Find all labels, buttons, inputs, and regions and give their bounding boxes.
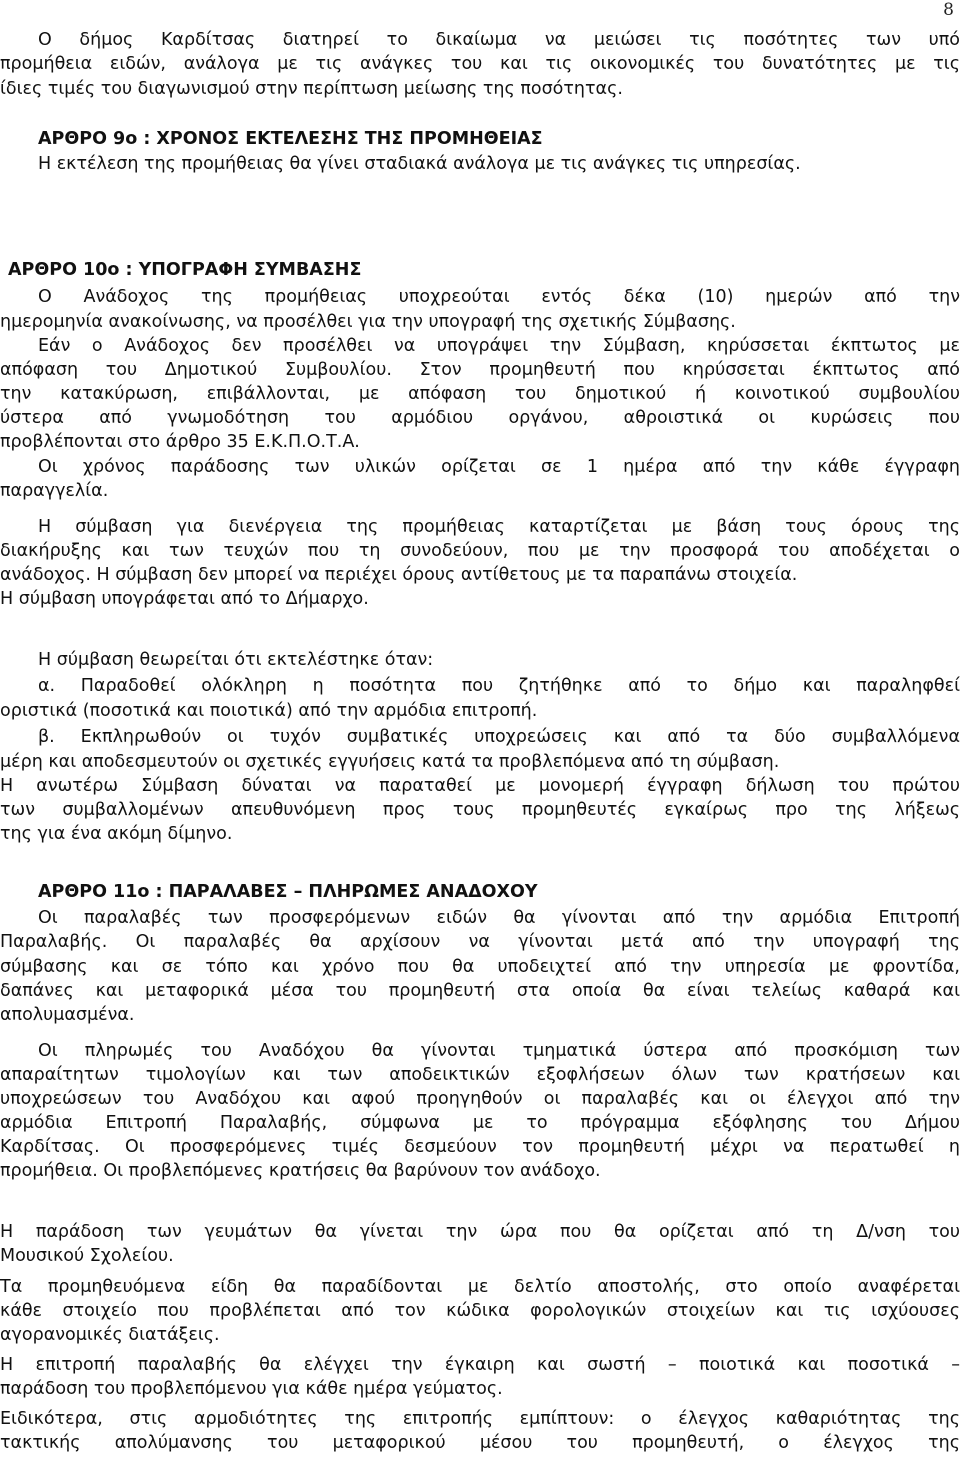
text-line: ίδιες τιμές του διαγωνισμού στην περίπτωση μείωσης της ποσότητας. [0, 79, 623, 99]
text-line: Η σύμβαση για διενέργεια της προμήθειας καταρτίζεται με βάση τους όρους της [38, 517, 960, 537]
text-line: Εάν ο Ανάδοχος δεν προσέλθει να υπογράψει την Σύμβαση, κηρύσσεται έκπτωτος με [38, 336, 960, 356]
text-line: υποχρεώσεων του Αναδόχου και αφού προηγηθούν οι παραλαβές και οι έλεγχοι από την [0, 1089, 960, 1109]
text-line: αρμόδια Επιτροπή Παραλαβής, σύμφωνα με το πρόγραμμα εξόφλησης του Δήμου [0, 1113, 960, 1133]
text-line: διακήρυξης και των τευχών που τη συνοδεύουν, που με την προσφορά του αποδέχεται ο [0, 541, 960, 561]
text-line: παραγγελία. [0, 481, 109, 501]
text-line: της για ένα ακόμη δίμηνο. [0, 824, 233, 844]
text-line: σύμβασης και σε τόπο και χρόνο που θα υποδειχτεί από την υπηρεσία με φροντίδα, [0, 957, 960, 977]
text-line: προμήθεια. Οι προβλεπόμενες κρατήσεις θα βαρύνουν τον ανάδοχο. [0, 1161, 601, 1181]
text-line: Η σύμβαση υπογράφεται από το Δήμαρχο. [0, 589, 369, 609]
text-line: α. Παραδοθεί ολόκληρη η ποσότητα που ζητήθηκε από το δήμο και παραληφθεί [38, 676, 960, 696]
text-line: τακτικής απολύμανσης του μεταφορικού μέσου του προμηθευτή, ο έλεγχος της [0, 1433, 960, 1453]
text-line: των συμβαλλομένων απευθυνόμενη προς τους προμηθευτές εγκαίρως προ της λήξεως [0, 800, 960, 820]
text-line: Παραλαβής. Οι παραλαβές θα αρχίσουν να γίνονται μετά από την υπογραφή της [0, 932, 960, 952]
text-line: παράδοση του προβλεπόμενου για κάθε ημέρα γεύματος. [0, 1379, 503, 1399]
text-line: ημερομηνία ανακοίνωσης, να προσέλθει για την υπογραφή της σχετικής Σύμβασης. [0, 312, 736, 332]
text-line: Μουσικού Σχολείου. [0, 1246, 174, 1266]
text-line: απολυμασμένα. [0, 1005, 135, 1025]
text-line: μέρη και αποδεσμευτούν οι σχετικές εγγυήσεις κατά τα προβλεπόμενα από τη σύμβαση. [0, 752, 780, 772]
text-line: Οι παραλαβές των προσφερόμενων ειδών θα γίνονται από την αρμόδια Επιτροπή [38, 908, 960, 928]
text-line: Καρδίτσας. Οι προσφερόμενες τιμές δεσμεύουν τον προμηθευτή μέχρι να περατωθεί η [0, 1137, 960, 1157]
text-line: Οι χρόνος παράδοσης των υλικών ορίζεται σε 1 ημέρα από την κάθε έγγραφη [38, 457, 960, 477]
text-line: αγορανομικές διατάξεις. [0, 1325, 220, 1345]
text-line: δαπάνες και μεταφορικά μέσα του προμηθευτή στα οποία θα είναι τελείως καθαρά και [0, 981, 960, 1001]
text-line: την κατακύρωση, επιβάλλονται, με απόφαση του δημοτικού ή κοινοτικού συμβουλίου [0, 384, 960, 404]
text-line: οριστικά (ποσοτικά και ποιοτικά) από την αρμόδια επιτροπή. [0, 701, 538, 721]
text-line: Η σύμβαση θεωρείται ότι εκτελέστηκε όταν: [38, 650, 434, 670]
article-heading: ΑΡΘΡΟ 11ο : ΠΑΡΑΛΑΒΕΣ – ΠΛΗΡΩΜΕΣ ΑΝΑΔΟΧΟΥ [38, 882, 538, 902]
text-line: Ο δήμος Καρδίτσας διατηρεί το δικαίωμα να μειώσει τις ποσότητες των υπό [38, 30, 960, 50]
text-line: κάθε στοιχείο που προβλέπεται από τον κώδικα φορολογικών στοιχείων και τις ισχύουσες [0, 1301, 960, 1321]
text-line: ανάδοχος. Η σύμβαση δεν μπορεί να περιέχει όρους αντίθετους με τα παραπάνω στοιχεία. [0, 565, 798, 585]
text-line: Οι πληρωμές του Αναδόχου θα γίνονται τμηματικά ύστερα από προσκόμιση των [38, 1041, 960, 1061]
text-line: Τα προμηθευόμενα είδη θα παραδίδονται με δελτίο αποστολής, στο οποίο αναφέρεται [0, 1277, 960, 1297]
text-line: Η παράδοση των γευμάτων θα γίνεται την ώρα που θα ορίζεται από τη Δ/νση του [0, 1222, 960, 1242]
text-line: απαραίτητων τιμολογίων και των αποδεικτικών εξοφλήσεων όλων των κρατήσεων και [0, 1065, 960, 1085]
text-line: Η επιτροπή παραλαβής θα ελέγχει την έγκαιρη και σωστή – ποιοτικά και ποσοτικά – [0, 1355, 960, 1375]
text-line: προβλέπονται στο άρθρο 35 Ε.Κ.Π.Ο.Τ.Α. [0, 432, 360, 452]
text-line: β. Εκπληρωθούν οι τυχόν συμβατικές υποχρεώσεις και από τα δύο συμβαλλόμενα [38, 727, 960, 747]
text-line: Ειδικότερα, στις αρμοδιότητες της επιτροπής εμπίπτουν: ο έλεγχος καθαριότητας της [0, 1409, 960, 1429]
text-line: ύστερα από γνωμοδότηση του αρμόδιου οργάνου, αθροιστικά οι κυρώσεις που [0, 408, 960, 428]
article-heading: ΑΡΘΡΟ 9ο : ΧΡΟΝΟΣ ΕΚΤΕΛΕΣΗΣ ΤΗΣ ΠΡΟΜΗΘΕΙΑΣ [38, 129, 543, 149]
text-line: Ο Ανάδοχος της προμήθειας υποχρεούται εντός δέκα (10) ημερών από την [38, 287, 960, 307]
article-heading: ΑΡΘΡΟ 10ο : ΥΠΟΓΡΑΦΗ ΣΥΜΒΑΣΗΣ [8, 260, 362, 280]
text-line: Η ανωτέρω Σύμβαση δύναται να παραταθεί με μονομερή έγγραφη δήλωση του πρώτου [0, 776, 960, 796]
text-line: προμήθεια ειδών, ανάλογα με τις ανάγκες του και τις οικονομικές του δυνατότητες με τις [0, 54, 960, 74]
page-number: 8 [943, 0, 954, 20]
text-line: απόφαση του Δημοτικού Συμβουλίου. Στον προμηθευτή που κηρύσσεται έκπτωτος από [0, 360, 960, 380]
text-line: Η εκτέλεση της προμήθειας θα γίνει σταδιακά ανάλογα με τις ανάγκες τις υπηρεσίας. [38, 154, 801, 174]
